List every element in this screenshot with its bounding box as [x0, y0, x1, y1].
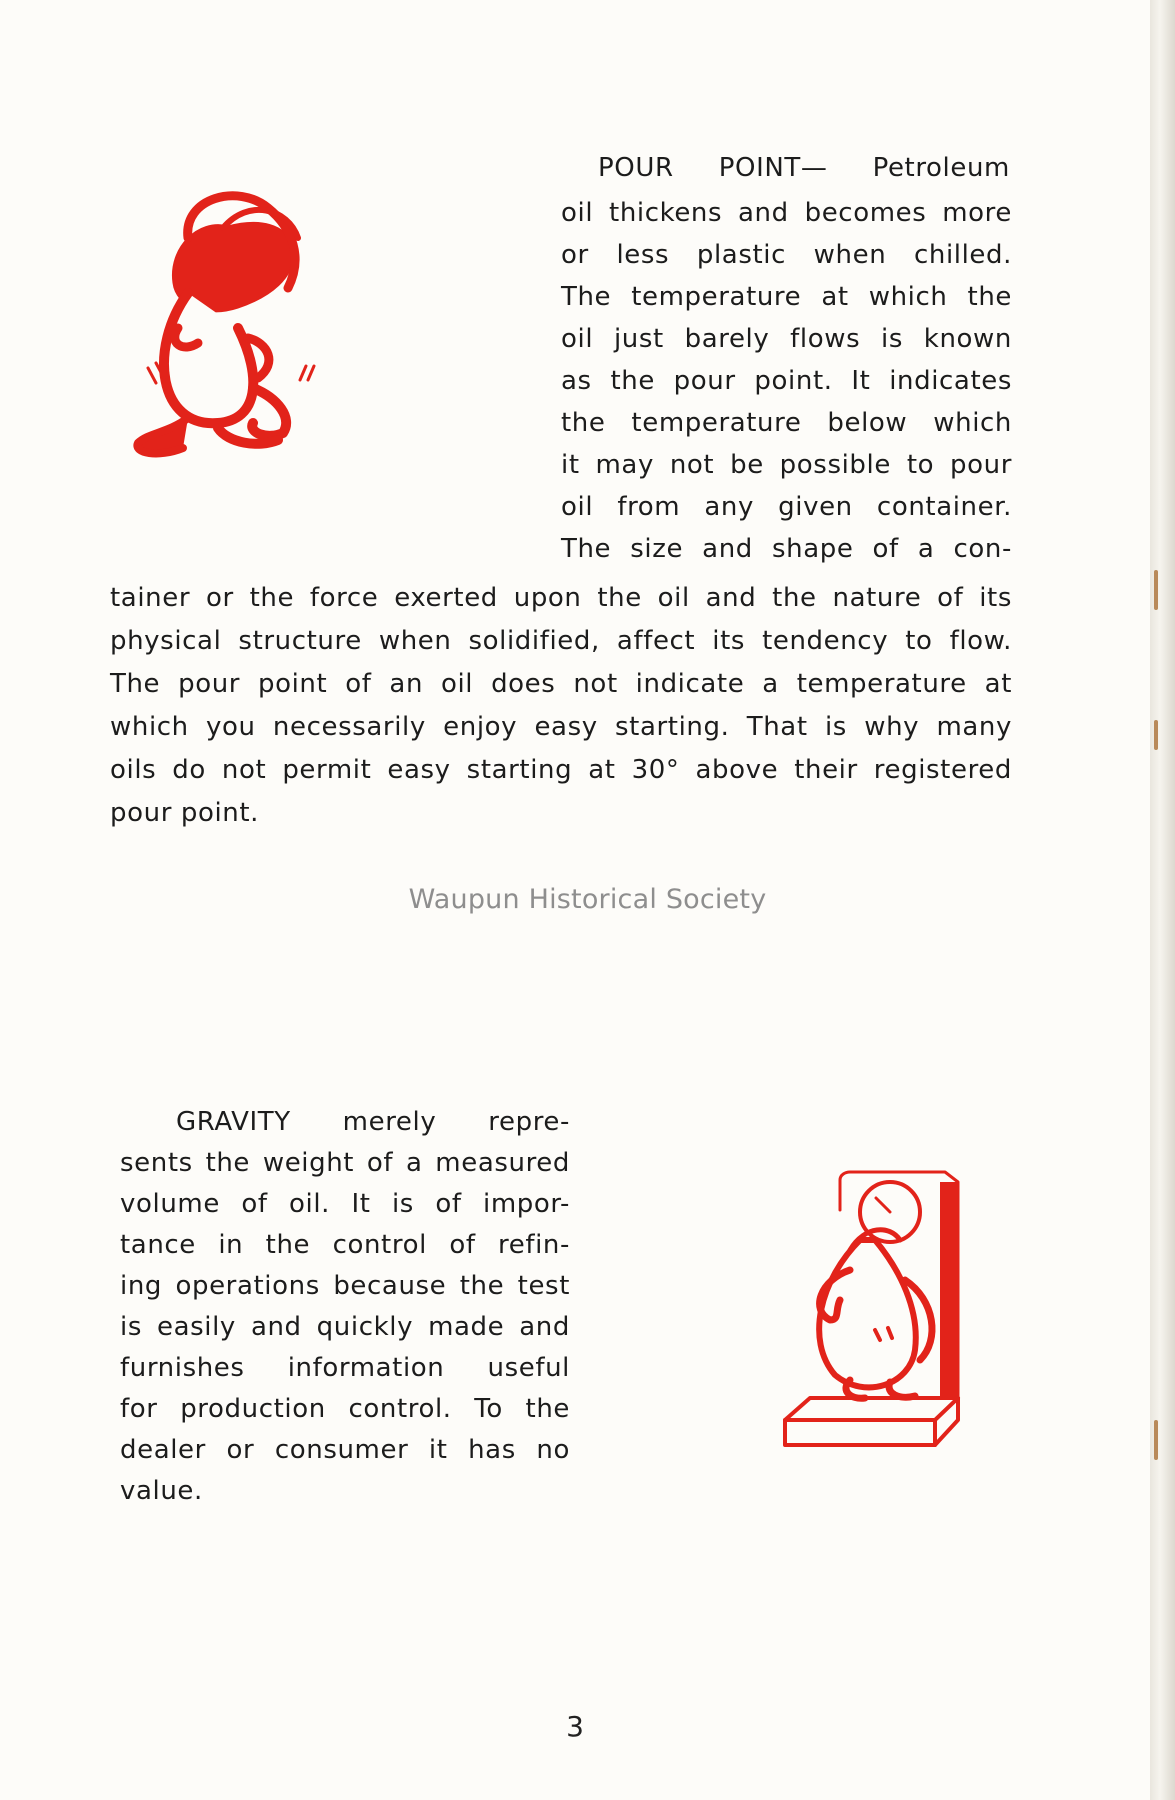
text-line: for production control. To the: [120, 1394, 570, 1424]
gravity-paragraph: [120, 1102, 570, 1512]
text-line: tance in the control of refin-: [120, 1230, 570, 1260]
text-line: oil just barely flows is known: [561, 324, 1012, 354]
text-line: pour point.: [110, 798, 260, 828]
oil-drop-character-on-scale-icon: [780, 1170, 970, 1470]
text-line: which you necessarily enjoy easy starting. That is why many: [110, 712, 1012, 742]
text-line: oil from any given container.: [561, 492, 1012, 522]
text-line: ing operations because the test: [120, 1271, 570, 1301]
spine-mark: [1154, 720, 1158, 750]
text-line: physical structure when solidified, affect its tendency to flow.: [110, 626, 1012, 656]
text-line: volume of oil. It is of impor-: [120, 1189, 570, 1219]
text-line: the temperature below which: [561, 408, 1012, 438]
text-line: oils do not permit easy starting at 30° above their registered: [110, 755, 1012, 785]
text-line: GRAVITY merely repre-: [176, 1107, 570, 1137]
text-line: is easily and quickly made and: [120, 1312, 570, 1342]
text-line: The size and shape of a con-: [561, 534, 1012, 564]
pour-point-first-line: [598, 148, 1010, 188]
text-line: furnishes information useful: [120, 1353, 570, 1383]
text-line: it may not be possible to pour: [561, 450, 1012, 480]
spine-mark: [1154, 1420, 1158, 1460]
text-line: as the pour point. It indicates: [561, 366, 1012, 396]
text-line: or less plastic when chilled.: [561, 240, 1012, 270]
text-line: dealer or consumer it has no: [120, 1435, 570, 1465]
pour-point-heading-rest: Petroleum: [872, 153, 1010, 183]
pour-point-paragraph-wide: [110, 577, 1012, 835]
text-line: value.: [120, 1476, 203, 1506]
text-line: The pour point of an oil does not indicate a temperature at: [110, 669, 1012, 699]
page-number: 3: [566, 1710, 584, 1743]
pour-point-heading: POUR POINT—: [598, 153, 828, 183]
watermark: Waupun Historical Society: [408, 884, 767, 915]
pour-point-paragraph-narrow: [561, 192, 1012, 570]
text-line: tainer or the force exerted upon the oil and the nature of its: [110, 583, 1012, 613]
text-line: oil thickens and becomes more: [561, 198, 1012, 228]
spine-mark: [1154, 570, 1158, 610]
oil-drop-character-bending-icon: [128, 178, 358, 478]
text-line: sents the weight of a measured: [120, 1148, 570, 1178]
text-line: The temperature at which the: [561, 282, 1012, 312]
